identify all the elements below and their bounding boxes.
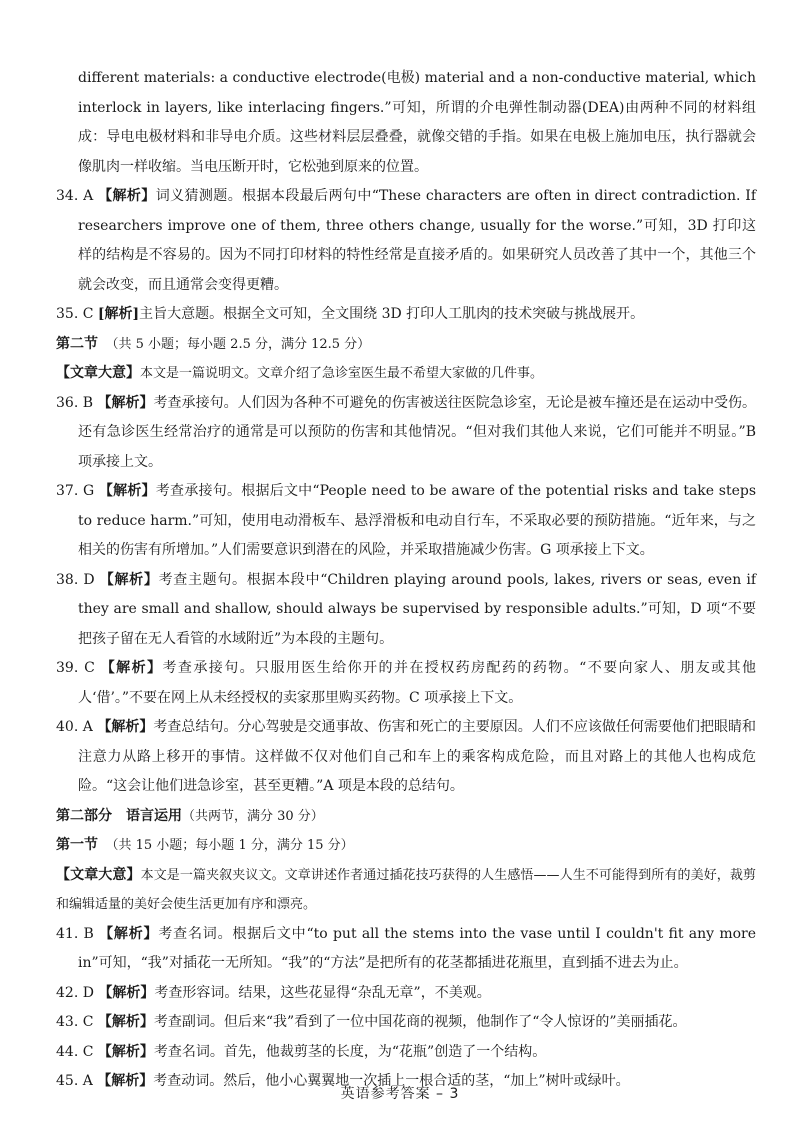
analysis-tag: 【解析】: [98, 483, 156, 499]
section-title: 第一节: [56, 837, 98, 853]
answer-number: 36. B: [56, 394, 94, 411]
section-title: 第二节: [56, 335, 98, 352]
page-footer: 英语参考答案 – 3: [340, 1086, 460, 1102]
answer-number: 35. C: [56, 306, 94, 322]
summary-text: 本文是一篇夹叙夹议文。文章讲述作者通过插花技巧获得的人生感悟——人生不可能得到所有的美好，裁剪和编辑适量的美好会使生活更加有序和漂亮。: [56, 867, 756, 912]
answer-36: [56, 389, 756, 478]
answer-number: 38. D: [56, 571, 95, 588]
answer-38: [56, 566, 756, 655]
analysis-tag: 【解析】: [99, 925, 159, 942]
analysis-tag: 【解析】: [99, 571, 159, 588]
analysis-tag: 【解析】: [97, 719, 154, 735]
part-title: 第二部分 语言运用: [56, 807, 182, 824]
article-summary: [56, 861, 756, 920]
answer-text: 词义猜测题。根据本段最后两句中“These characters are often in direct contradiction. If researchers improve one of them, three others change, usually for the worse.”可知，3D 打印这样的结构是不容易的。因为不同打印材料的特性经常是直接矛盾的。如果研究人员改善了其中一个，其他三个就会改变，而且通常会变得更糟。: [78, 188, 757, 293]
analysis-tag: [解析]: [97, 306, 140, 322]
section-subtitle: （共 15 小题；每小题 1 分，满分 15 分）: [112, 838, 354, 853]
analysis-tag: 【解析】: [97, 1043, 154, 1060]
summary-label: 【文章大意】: [56, 866, 141, 883]
answer-text: 考查形容词。结果，这些花显得“杂乱无章”，不美观。: [154, 984, 491, 1001]
part-heading: [56, 802, 756, 832]
answer-number: 45. A: [56, 1073, 93, 1089]
article-summary: [56, 359, 756, 389]
answer-37: [56, 477, 756, 566]
answer-page: [56, 64, 756, 1097]
answer-text: 考查承接句。人们因为各种不可避免的伤害被送往医院急诊室，无论是被车撞还是在运动中受伤。还有急诊医生经常治疗的通常是可以预防的伤害和其他情况。“但对我们其他人来说，它们可能并不明显。”B 项承接上文。: [78, 394, 756, 470]
answer-43: [56, 1008, 756, 1038]
answer-number: 40. A: [56, 719, 93, 735]
analysis-tag: 【解析】: [97, 394, 154, 411]
answer-34: [56, 182, 756, 300]
answer-44: [56, 1038, 756, 1068]
answer-text: 考查副词。但后来“我”看到了一位中国花商的视频，他制作了“令人惊讶的”美丽插花。: [153, 1014, 687, 1030]
answer-text: 考查动词。然后，他小心翼翼地一次插上一根合适的茎，“加上”树叶或绿叶。: [153, 1073, 630, 1089]
answer-number: 41. B: [56, 925, 94, 942]
part-subtitle: （共两节，满分 30 分）: [182, 808, 324, 824]
answer-number: 39. C: [56, 660, 95, 676]
answer-text: 考查承接句。根据后文中“People need to be aware of the potential risks and take steps to reduce harm.”可知，使用电动滑板车、悬浮滑板和电动自行车，不采取必要的预防措施。“近年来，与之相关的伤害有所增加。”人们需要意识到潜在的风险，并采取措施减少伤害。G 项承接上下文。: [78, 483, 756, 558]
answer-number: 42. D: [56, 984, 94, 1001]
analysis-tag: 【解析】: [100, 660, 163, 676]
answer-text: 考查名词。首先，他裁剪茎的长度，为“花瓶”创造了一个结构。: [153, 1043, 547, 1060]
answer-40: [56, 713, 756, 802]
summary-label: 【文章大意】: [56, 365, 140, 381]
continued-paragraph: [56, 64, 756, 182]
paragraph-text: different materials: a conductive electrode(电极) material and a non-conductive material, which interlock in layers, like interlacing fingers.”可知，所谓的介电弹性制动器(DEA)由两种不同的材料组成：导电电极材料和非导电介质。这些材料层层叠叠，就像交错的手指。如果在电极上施加电压，执行器就会像肌肉一样收缩。当电压断开时，它松弛到原来的位置。: [78, 70, 756, 175]
answer-number: 37. G: [56, 483, 95, 499]
answer-41: [56, 920, 756, 979]
analysis-tag: 【解析】: [98, 984, 155, 1001]
summary-text: 本文是一篇说明文。文章介绍了急诊室医生最不希望大家做的几件事。: [140, 366, 544, 381]
answer-text: 考查主题句。根据本段中“Children playing around pools, lakes, rivers or seas, even if they are small and shallow, should always be supervised by responsible adults.”可知，D 项“不要把孩子留在无人看管的水域附近”为本段的主题句。: [78, 571, 757, 647]
section-heading: [56, 831, 756, 861]
analysis-tag: 【解析】: [97, 1014, 154, 1030]
answer-text: 考查名词。根据后文中“to put all the stems into the vase until I couldn't fit any more in”可知，“我”对插花一无所知。“我”的“方法”是把所有的花茎都插进花瓶里，直到插不进去为止。: [78, 925, 757, 971]
answer-text: 考查总结句。分心驾驶是交通事故、伤害和死亡的主要原因。人们不应该做任何需要他们把眼睛和注意力从路上移开的事情。这样做不仅对他们自己和车上的乘客构成危险，而且对路上的其他人也构成危险。“这会让他们进急诊室，甚至更糟。”A 项是本段的总结句。: [78, 719, 757, 794]
answer-text: 主旨大意题。根据全文可知，全文围绕 3D 打印人工肌肉的技术突破与挑战展开。: [139, 306, 645, 322]
answer-text: 考查承接句。只服用医生给你开的并在授权药房配药的药物。“不要向家人、朋友或其他人‘借’。”不要在网上从未经授权的卖家那里购买药物。C 项承接上下文。: [78, 660, 757, 706]
analysis-tag: 【解析】: [97, 1073, 154, 1089]
analysis-tag: 【解析】: [98, 188, 156, 204]
section-subtitle: （共 5 小题；每小题 2.5 分，满分 12.5 分）: [112, 336, 371, 352]
answer-42: [56, 979, 756, 1009]
section-heading: [56, 330, 756, 360]
answer-number: 34. A: [56, 188, 94, 204]
answer-35: [56, 300, 756, 330]
answer-number: 43. C: [56, 1014, 94, 1030]
answer-39: [56, 654, 756, 713]
answer-number: 44. C: [56, 1043, 94, 1060]
